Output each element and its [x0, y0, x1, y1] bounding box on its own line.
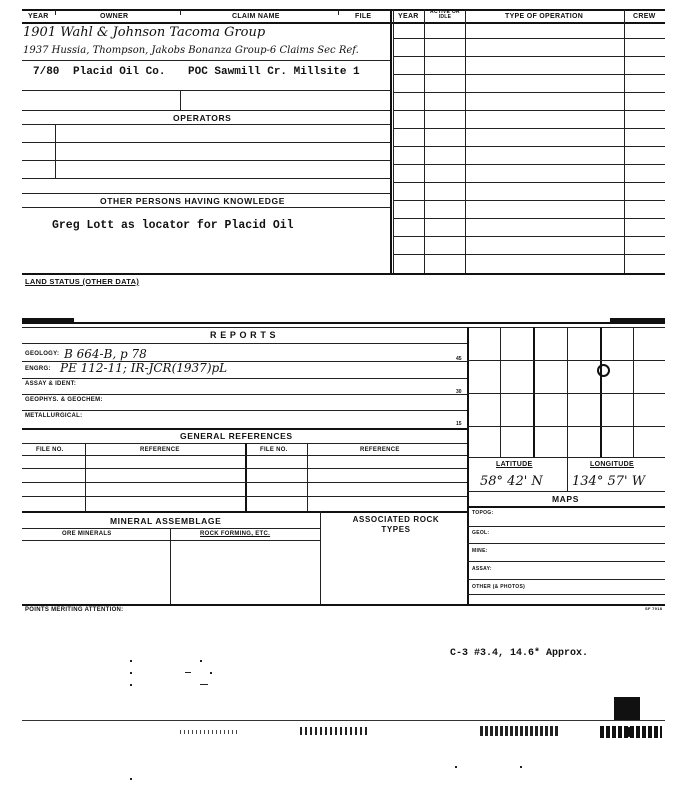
entry-1980-year: 7/80	[33, 66, 60, 78]
geophys-label: GEOPHYS. & GEOCHEM:	[25, 397, 103, 403]
reports-title: R E P O R T S	[210, 330, 277, 340]
ref-file-no-2: FILE NO.	[260, 447, 288, 453]
longitude-value: 134° 57' W	[572, 474, 646, 489]
associated-rock-types-label: ASSOCIATED ROCK TYPES	[352, 515, 440, 534]
longitude-label: LONGITUDE	[590, 461, 634, 468]
black-square	[614, 697, 640, 721]
operators-label: OPERATORS	[173, 113, 232, 123]
land-status-label: LAND STATUS (OTHER DATA)	[25, 277, 140, 286]
ref-file-no-1: FILE NO.	[36, 447, 64, 453]
metallurgical-label: METALLURGICAL:	[25, 413, 83, 419]
entry-1937: 1937 Hussia, Thompson, Jakobs Bonanza Group-6 Claims Sec Ref.	[23, 45, 359, 56]
number-45: 45	[456, 356, 462, 362]
maps-topog: TOPOG:	[472, 510, 494, 516]
maps-assay: ASSAY:	[472, 566, 492, 572]
active-idle-header: ACTIVE OR IDLE	[430, 9, 460, 20]
year-header: YEAR	[28, 13, 49, 20]
crew-header: CREW	[633, 13, 656, 20]
entry-1901: 1901 Wahl & Johnson Tacoma Group	[23, 25, 266, 40]
engrg-value: PE 112-11; IR-JCR(1937)pL	[60, 361, 228, 375]
ore-minerals-label: ORE MINERALS	[62, 531, 112, 537]
geology-value: B 664-B, p 78	[64, 347, 147, 361]
maps-other: OTHER (& PHOTOS)	[472, 584, 526, 590]
engrg-label: ENGRG:	[25, 366, 51, 372]
entry-1980-claim: POC Sawmill Cr. Millsite 1	[188, 66, 360, 78]
latitude-value: 58° 42' N	[480, 474, 543, 489]
other-persons-text: Greg Lott as locator for Placid Oil	[52, 219, 294, 232]
form-number: SF 7918	[645, 606, 663, 611]
type-operation-header: TYPE OF OPERATION	[505, 13, 584, 20]
owner-header: OWNER	[100, 13, 129, 20]
number-15: 15	[456, 421, 462, 427]
points-meriting-label: POINTS MERITING ATTENTION:	[25, 607, 124, 613]
latitude-label: LATITUDE	[496, 461, 533, 468]
rock-forming-label: ROCK FORMING, ETC.	[200, 531, 271, 537]
geology-label: GEOLOGY:	[25, 351, 60, 357]
file-header: FILE	[355, 13, 372, 20]
general-references-title: GENERAL REFERENCES	[180, 431, 293, 441]
maps-label: MAPS	[552, 494, 579, 504]
right-year-header: YEAR	[398, 13, 419, 20]
location-marker-icon	[597, 364, 610, 377]
other-persons-label: OTHER PERSONS HAVING KNOWLEDGE	[100, 196, 286, 206]
annotation-note: C-3 #3.4, 14.6* Approx.	[450, 648, 589, 659]
number-30: 30	[456, 389, 462, 395]
mineral-assemblage-title: MINERAL ASSEMBLAGE	[110, 516, 222, 526]
ref-reference-1: REFERENCE	[140, 447, 180, 453]
assay-label: ASSAY & IDENT:	[25, 381, 77, 387]
ref-reference-2: REFERENCE	[360, 447, 400, 453]
claim-name-header: CLAIM NAME	[232, 13, 280, 20]
maps-geol: GEOL:	[472, 530, 490, 536]
maps-mine: MINE:	[472, 548, 488, 554]
entry-1980-owner: Placid Oil Co.	[73, 66, 166, 78]
